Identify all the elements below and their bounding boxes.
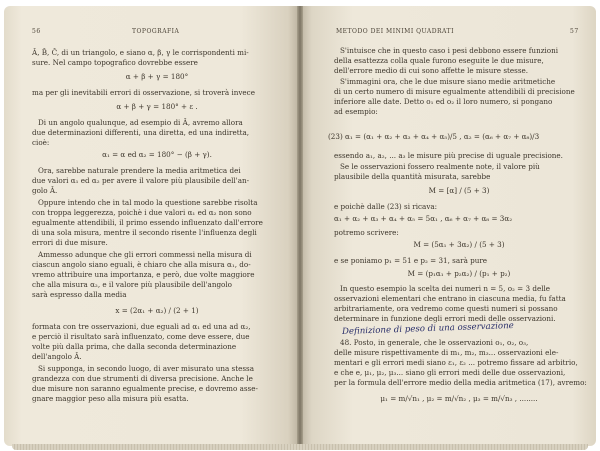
- equation: μ₁ = m/√n₁ , μ₂ = m/√n₂ , μ₃ = m/√n₃ , ........: [380, 394, 538, 403]
- text-line: mentari e gli errori medi siano ε₁, ε₂ ... potremo fissare ad arbitrio,: [334, 358, 578, 367]
- text-line: S'intuisce che in questo caso i pesi debbono essere funzioni: [340, 46, 559, 55]
- text-line: sure. Nel campo topografico dovrebbe essere: [32, 58, 198, 67]
- text-line: cioè:: [32, 138, 50, 147]
- text-line: arbitrariamente, ora vedremo come questi numeri si possano: [334, 304, 558, 313]
- text-line: di una sola misura, mentre il secondo risente l'influenza degli: [32, 228, 257, 237]
- text-line: plausibile della quantità misurata, sarebbe: [334, 172, 491, 181]
- text-line: e che e, μ₁, μ₂, μ₃... siano gli errori medi delle due osservazioni,: [334, 368, 566, 377]
- text-line: grandezza con due strumenti di diversa precisione. Anche le: [32, 374, 253, 383]
- equation: α + β + γ = 180°: [125, 72, 189, 81]
- text-line: determinare in funzione degli errori medi delle osservazioni.: [334, 314, 556, 323]
- right-running-head: METODO DEI MINIMI QUADRATI: [336, 28, 454, 35]
- equation: M = (5α₁ + 3α₂) / (5 + 3): [413, 240, 505, 249]
- text-line: volte più dalla prima, che dalla seconda determinazione: [32, 342, 237, 351]
- equation: α₁ + α₂ + α₃ + α₄ + α₅ = 5α₁ , α₆ + α₇ + α₈ = 3α₂: [334, 214, 513, 223]
- text-line: ma per gli inevitabili errori di osservazione, si troverà invece: [32, 88, 255, 97]
- equation: M = (p₁α₁ + p₂α₂) / (p₁ + p₂): [407, 269, 511, 278]
- text-line: due determinazioni differenti, una diretta, ed una indiretta,: [32, 128, 250, 137]
- text-line: con troppa leggerezza, poichè i due valori α₁ ed α₂ non sono: [32, 208, 252, 217]
- right-page: [300, 6, 596, 446]
- text-line: Â, B̂, Ĉ, di un triangolo, e siano α, β, γ le corrispondenti mi-: [32, 48, 249, 57]
- text-line: due valori α₁ ed α₂ per avere il valore più plausibile dell'an-: [32, 176, 250, 185]
- text-line: e perciò il risultato sarà influenzato, come deve essere, due: [32, 332, 250, 341]
- text-line: della esattezza colla quale furono eseguite le due misure,: [334, 56, 544, 65]
- text-line: dell'angolo Â.: [32, 352, 82, 361]
- text-line: Se le osservazioni fossero realmente note, il valore più: [340, 162, 540, 171]
- text-line: Ora, sarebbe naturale prendere la media aritmetica dei: [38, 166, 241, 175]
- text-line: che alla misura α₂, e il valore più plausibile dell'angolo: [32, 280, 233, 289]
- text-line: osservazioni elementari che entrano in ciascuna media, fu fatta: [334, 294, 566, 303]
- text-line: Oppure intendo che in tal modo la questione sarebbe risolta: [38, 198, 258, 207]
- page-edges: [12, 444, 588, 450]
- left-page: [4, 6, 300, 446]
- text-line: egualmente attendibili, il primo essendo influenzato dall'errore: [32, 218, 263, 227]
- equation: α₁ = α ed α₂ = 180° − (β + γ).: [102, 150, 212, 159]
- text-line: inferiore alle date. Detto o₁ ed o₂ il loro numero, si pongano: [334, 97, 553, 106]
- text-line: sarà espresso dalla media: [32, 290, 127, 299]
- text-line: due misure non saranno egualmente precise, e dovremo asse-: [32, 384, 258, 393]
- right-page-number: 57: [570, 28, 579, 35]
- open-book: [4, 6, 596, 446]
- text-line: vremo attribuire una importanza, e però, due volte maggiore: [32, 270, 255, 279]
- text-line: In questo esempio la scelta dei numeri n = 5, o₂ = 3 delle: [340, 284, 551, 293]
- text-line: per la formula dell'errore medio della media aritmetica (17), avremo:: [334, 378, 587, 387]
- left-running-head: TOPOGRAFIA: [132, 28, 180, 35]
- equation: M = [α] / (5 + 3): [428, 186, 490, 195]
- equation: x = (2α₁ + α₂) / (2 + 1): [115, 306, 199, 315]
- text-line: gnare maggior peso alla misura più esatta.: [32, 394, 189, 403]
- text-line: di un certo numero di misure egualmente attendibili di precisione: [334, 87, 575, 96]
- book-gutter: [297, 6, 303, 446]
- left-page-number: 56: [32, 28, 41, 35]
- text-line: golo Â.: [32, 186, 58, 195]
- text-line: formata con tre osservazioni, due eguali ad α₁ ed una ad α₂,: [32, 322, 251, 331]
- text-line: e poichè dalle (23) si ricava:: [334, 202, 438, 211]
- text-line: delle misure rispettivamente di m₁, m₂, m₃... osservazioni ele-: [334, 348, 559, 357]
- equation: (23) α₁ = (α₁ + α₂ + α₃ + α₄ + α₅)/5 , α₂ = (α₆ + α₇ + α₈)/3: [328, 132, 540, 141]
- text-line: Si supponga, in secondo luogo, di aver misurato una stessa: [38, 364, 255, 373]
- text-line: Ammesso adunque che gli errori commessi nella misura di: [38, 250, 252, 259]
- equation: α + β + γ = 180° + ε .: [116, 102, 198, 111]
- text-line: ciascun angolo siano eguali, è chiaro che alla misura α₁, do-: [32, 260, 251, 269]
- text-line: 48. Posto, in generale, che le osservazioni o₁, o₂, o₃,: [340, 338, 529, 347]
- text-line: ad esempio:: [334, 107, 378, 116]
- text-line: potremo scrivere:: [334, 228, 399, 237]
- text-line: S'immagini ora, che le due misure siano medie aritmetiche: [340, 77, 556, 86]
- text-line: e se poniamo p₁ = 51 e p₂ = 31, sarà pure: [334, 256, 488, 265]
- handwritten-annotation: Definizione di peso di una osservazione: [341, 321, 514, 337]
- text-line: essendo a₁, a₂, ... a₃ le misure più precise di uguale precisione.: [334, 151, 563, 160]
- text-line: Di un angolo qualunque, ad esempio di Â, avremo allora: [38, 118, 243, 127]
- text-line: dell'errore medio di cui sono affette le misure stesse.: [334, 66, 529, 75]
- text-line: errori di due misure.: [32, 238, 108, 247]
